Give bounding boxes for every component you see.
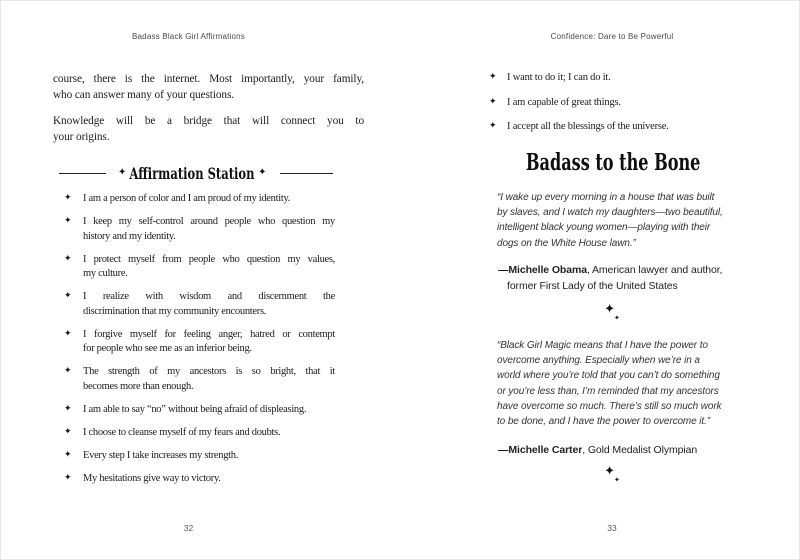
affirmation-item [489, 120, 749, 135]
sparkle-small-icon: ✦ [614, 314, 620, 322]
affirmation-line: my culture. [83, 268, 128, 279]
attribution-credit: , American lawyer and author, [586, 264, 723, 276]
paragraph-line: your origins. [53, 131, 110, 143]
affirmation-line: I protect myself from people who question my values, [83, 253, 335, 265]
affirmation-item [64, 365, 335, 394]
star-bullet-icon: ✦ [64, 192, 72, 202]
star-bullet-icon: ✦ [64, 365, 72, 375]
running-head-right: Confidence: Dare to Be Powerful [550, 32, 674, 41]
chapter-heading: Badass to the Bone [525, 149, 701, 176]
quote-line: “Black Girl Magic means that I have the power to [497, 340, 708, 351]
star-bullet-icon: ✦ [489, 120, 497, 130]
running-head-left: Badass Black Girl Affirmations [131, 32, 245, 41]
affirmation-item [489, 96, 749, 111]
page-number-right: 33 [607, 523, 617, 533]
star-bullet-icon: ✦ [64, 327, 72, 338]
affirmation-line: I accept all the blessings of the universe. [507, 121, 669, 132]
star-bullet-icon: ✦ [64, 448, 72, 459]
affirmation-line: I am capable of great things. [507, 96, 621, 108]
affirmation-line: I am able to say “no” without being afraid of displeasing. [83, 403, 307, 415]
section-heading-row [59, 163, 333, 183]
quote-line: dogs on the White House lawn.” [497, 237, 636, 249]
affirmation-line: I want to do it; I can do it. [507, 72, 611, 83]
quote-obama [497, 190, 723, 251]
page-left [1, 1, 401, 560]
affirmation-line: discrimination that my community encounters. [83, 305, 267, 317]
attribution-credit: , Gold Medalist Olympian [582, 444, 698, 456]
affirmation-item [64, 328, 335, 357]
quote-attribution [498, 442, 748, 458]
heading-rule-right [280, 173, 333, 174]
attribution-line [498, 442, 748, 458]
quote-attribution [498, 262, 748, 294]
affirmation-item [64, 449, 335, 464]
star-bullet-icon: ✦ [64, 290, 72, 300]
section-heading: Affirmation Station [129, 163, 255, 183]
attribution-line: former First Lady of the United States [507, 280, 678, 292]
affirmation-line: I forgive myself for feeling anger, hatred or contempt [83, 328, 335, 340]
sparkle-icon: ✦ [604, 301, 616, 316]
affirmation-item [64, 290, 335, 319]
sparkle-icon: ✦ [604, 463, 616, 478]
quote-line: by slaves, and I watch my daughters—two beautiful, [497, 207, 723, 219]
page-number-left: 32 [183, 523, 194, 533]
affirmation-line: The strength of my ancestors is so bright, that it [83, 366, 335, 377]
quote-line: overcome anything. Especially when we’re in a [497, 355, 700, 367]
attribution-author: —Michelle Obama [498, 264, 587, 276]
star-bullet-icon: ✦ [64, 402, 72, 413]
quote-carter [497, 338, 721, 429]
star-bullet-icon: ✦ [64, 471, 72, 482]
paragraph-line: Knowledge will be a bridge that will connect you to [53, 115, 364, 127]
body-paragraph [53, 71, 364, 103]
heading-rule-left [59, 173, 106, 174]
paragraph-line: course, there is the internet. Most importantly, your family, [53, 73, 364, 85]
star-icon: ✦ [258, 167, 267, 178]
page-right [401, 1, 800, 560]
star-bullet-icon: ✦ [489, 71, 497, 81]
star-icon: ✦ [118, 167, 127, 178]
affirmation-item [64, 215, 335, 244]
affirmation-line: I keep my self-control around people who question my [83, 216, 335, 227]
quote-line: have overcome so much. There’s still so much work [497, 400, 722, 412]
star-bullet-icon: ✦ [489, 95, 497, 106]
affirmation-line: Every step I take increases my strength. [83, 449, 239, 461]
sparkle-ornament [489, 462, 735, 484]
affirmation-line: becomes more than enough. [83, 380, 194, 392]
star-bullet-icon: ✦ [64, 252, 72, 263]
quote-line: to be done, and I have the power to overcome it.” [497, 416, 711, 428]
affirmation-list [64, 192, 335, 495]
attribution-line [498, 262, 748, 278]
affirmation-line: I realize with wisdom and discernment the [83, 291, 335, 302]
affirmation-item [489, 71, 749, 86]
body-paragraph [53, 113, 364, 145]
affirmation-item [64, 426, 335, 441]
affirmation-list [489, 71, 749, 145]
sparkle-small-icon: ✦ [614, 476, 620, 484]
star-bullet-icon: ✦ [64, 215, 72, 225]
affirmation-item [64, 192, 335, 207]
quote-line: world where you’re told that you can’t do something [497, 370, 720, 382]
affirmation-line: for people who see me as an inferior being. [83, 343, 252, 354]
quote-line: “I wake up every morning in a house that was built [497, 192, 715, 203]
affirmation-line: I am a person of color and I am proud of my identity. [83, 193, 291, 204]
sparkle-ornament [489, 300, 735, 322]
quote-line: or you’re less than, I’m reminded that my ancestors [497, 385, 719, 397]
affirmation-line: history and my identity. [83, 230, 176, 242]
affirmation-line: My hesitations give way to victory. [83, 472, 221, 484]
affirmation-item [64, 253, 335, 282]
paragraph-line: who can answer many of your questions. [53, 89, 234, 101]
attribution-author: —Michelle Carter [498, 444, 583, 456]
affirmation-line: I choose to cleanse myself of my fears and doubts. [83, 426, 281, 438]
affirmation-item [64, 472, 335, 487]
quote-line: intelligent black young women—playing with their [497, 222, 711, 234]
affirmation-item [64, 403, 335, 418]
star-bullet-icon: ✦ [64, 425, 72, 436]
